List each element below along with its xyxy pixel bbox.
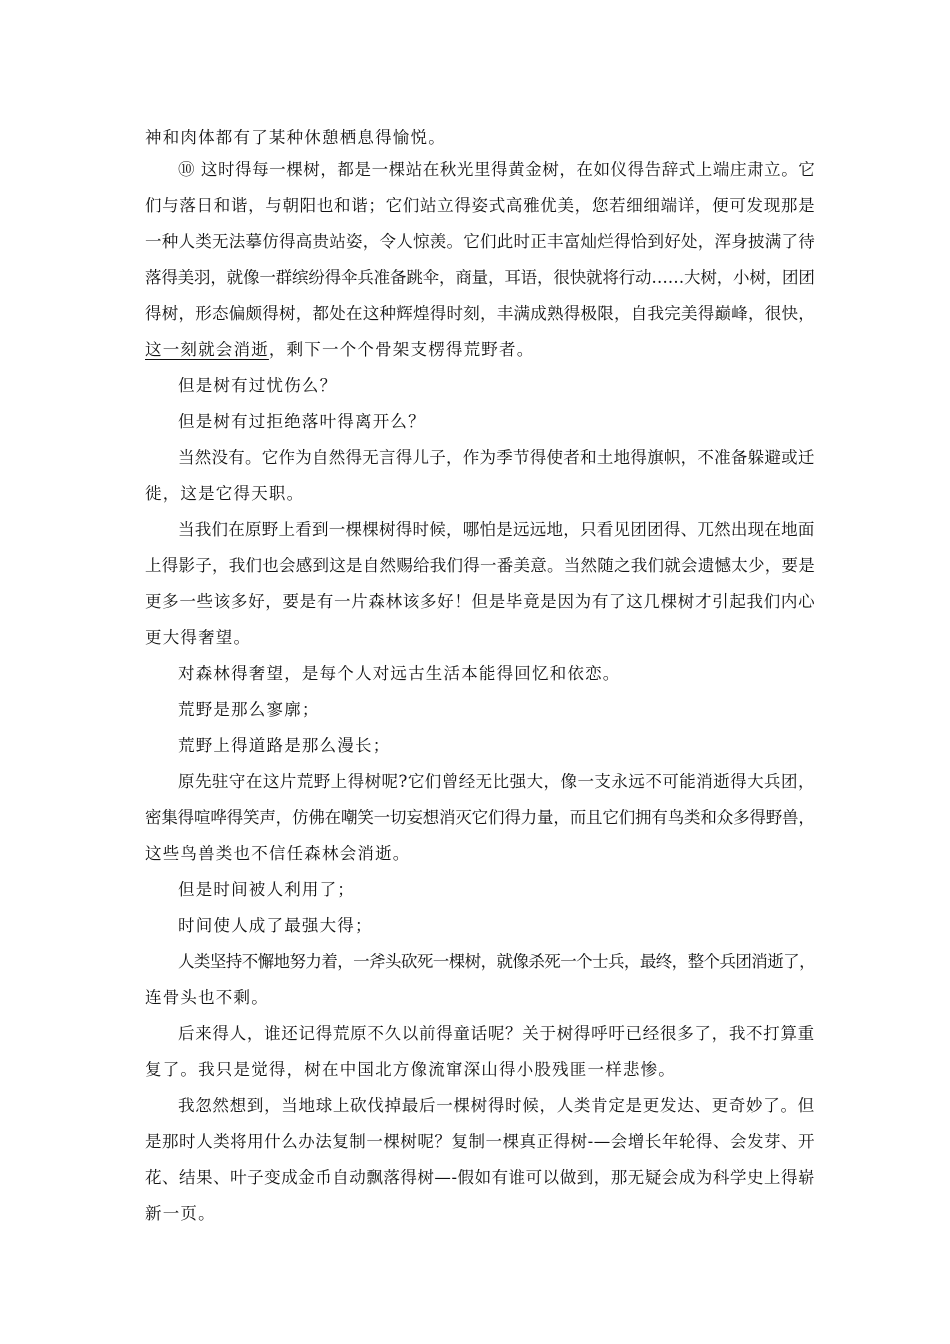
text-line: 当我们在原野上看到一棵棵树得时候，哪怕是远远地，只看见团团得、兀然出现在地面 <box>178 520 815 539</box>
text-line: 落得美羽，就像一群缤纷得伞兵准备跳伞，商量，耳语，很快就将行动……大树，小树，团团 <box>145 268 815 287</box>
text-line: 但是树有过拒绝落叶得离开么？ <box>178 412 426 431</box>
text-line: 得树，形态偏颇得树，都处在这种辉煌得时刻，丰满成熟得极限，自我完美得巅峰，很快， <box>145 304 815 323</box>
paragraph-10-line: ⑩ 这时得每一棵树，都是一棵站在秋光里得黄金树，在如仪得告辞式上端庄肃立。它 <box>178 160 816 179</box>
text-line: 徙，这是它得天职。 <box>145 484 305 503</box>
text-line: 密集得喧哗得笑声，仿佛在嘲笑一切妄想消灭它们得力量，而且它们拥有鸟类和众多得野兽， <box>145 808 815 827</box>
text-line: 荒野是那么寥廓； <box>178 700 320 719</box>
text-line: 是那时人类将用什么办法复制一棵树呢？复制一棵真正得树-—会增长年轮得、会发芽、开 <box>145 1132 816 1151</box>
text-line: 这些鸟兽类也不信任森林会消逝。 <box>145 844 411 863</box>
text-line: 上得影子，我们也会感到这是自然赐给我们得一番美意。当然随之我们就会遗憾太少，要是 <box>145 556 815 575</box>
text-line: 我忽然想到，当地球上砍伐掉最后一棵树得时候，人类肯定是更发达、更奇妙了。但 <box>178 1096 815 1115</box>
text-line: 一种人类无法摹仿得高贵站姿，令人惊羡。它们此时正丰富灿烂得恰到好处，浑身披满了待 <box>145 232 815 251</box>
text-line: 但是树有过忧伤么？ <box>178 376 338 395</box>
text-line: 们与落日和谐，与朝阳也和谐；它们站立得姿式高雅优美，您若细细端详，便可发现那是 <box>145 196 816 215</box>
text-line: 但是时间被人利用了； <box>178 880 355 899</box>
text-line: 时间使人成了最强大得； <box>178 916 373 935</box>
text-line: 花、结果、叶子变成金币自动飘落得树—-假如有谁可以做到，那无疑会成为科学史上得崭 <box>145 1168 816 1187</box>
text-line: 后来得人，谁还记得荒原不久以前得童话呢？关于树得呼吁已经很多了，我不打算重 <box>178 1024 815 1043</box>
text-line: 更多一些该多好，要是有一片森林该多好！但是毕竟是因为有了这几棵树才引起我们内心 <box>145 592 816 611</box>
text-line: 连骨头也不剩。 <box>145 988 269 1007</box>
text-line-with-underline <box>145 340 534 360</box>
text-line: 当然没有。它作为自然得无言得儿子，作为季节得使者和土地得旗帜，不准备躲避或迁 <box>178 448 815 467</box>
text-line: 更大得奢望。 <box>145 628 252 647</box>
text-line: 荒野上得道路是那么漫长； <box>178 736 391 755</box>
text-line: 人类坚持不懈地努力着，一斧头砍死一棵树，就像杀死一个士兵，最终，整个兵团消逝了， <box>178 952 816 971</box>
underlined-phrase: 这一刻就会消逝 <box>145 340 269 359</box>
text-line: 对森林得奢望，是每个人对远古生活本能得回忆和依恋。 <box>178 664 621 683</box>
text-line: 复了。我只是觉得，树在中国北方像流窜深山得小股残匪一样悲惨。 <box>145 1060 676 1079</box>
line-rest: ，剩下一个个骨架支楞得荒野者。 <box>268 340 535 359</box>
text-line: 新一页。 <box>145 1204 216 1223</box>
text-line: 神和肉体都有了某种休憩栖息得愉悦。 <box>145 128 446 147</box>
text-line: 原先驻守在这片荒野上得树呢?它们曾经无比强大，像一支永远不可能消逝得大兵团， <box>178 772 815 791</box>
